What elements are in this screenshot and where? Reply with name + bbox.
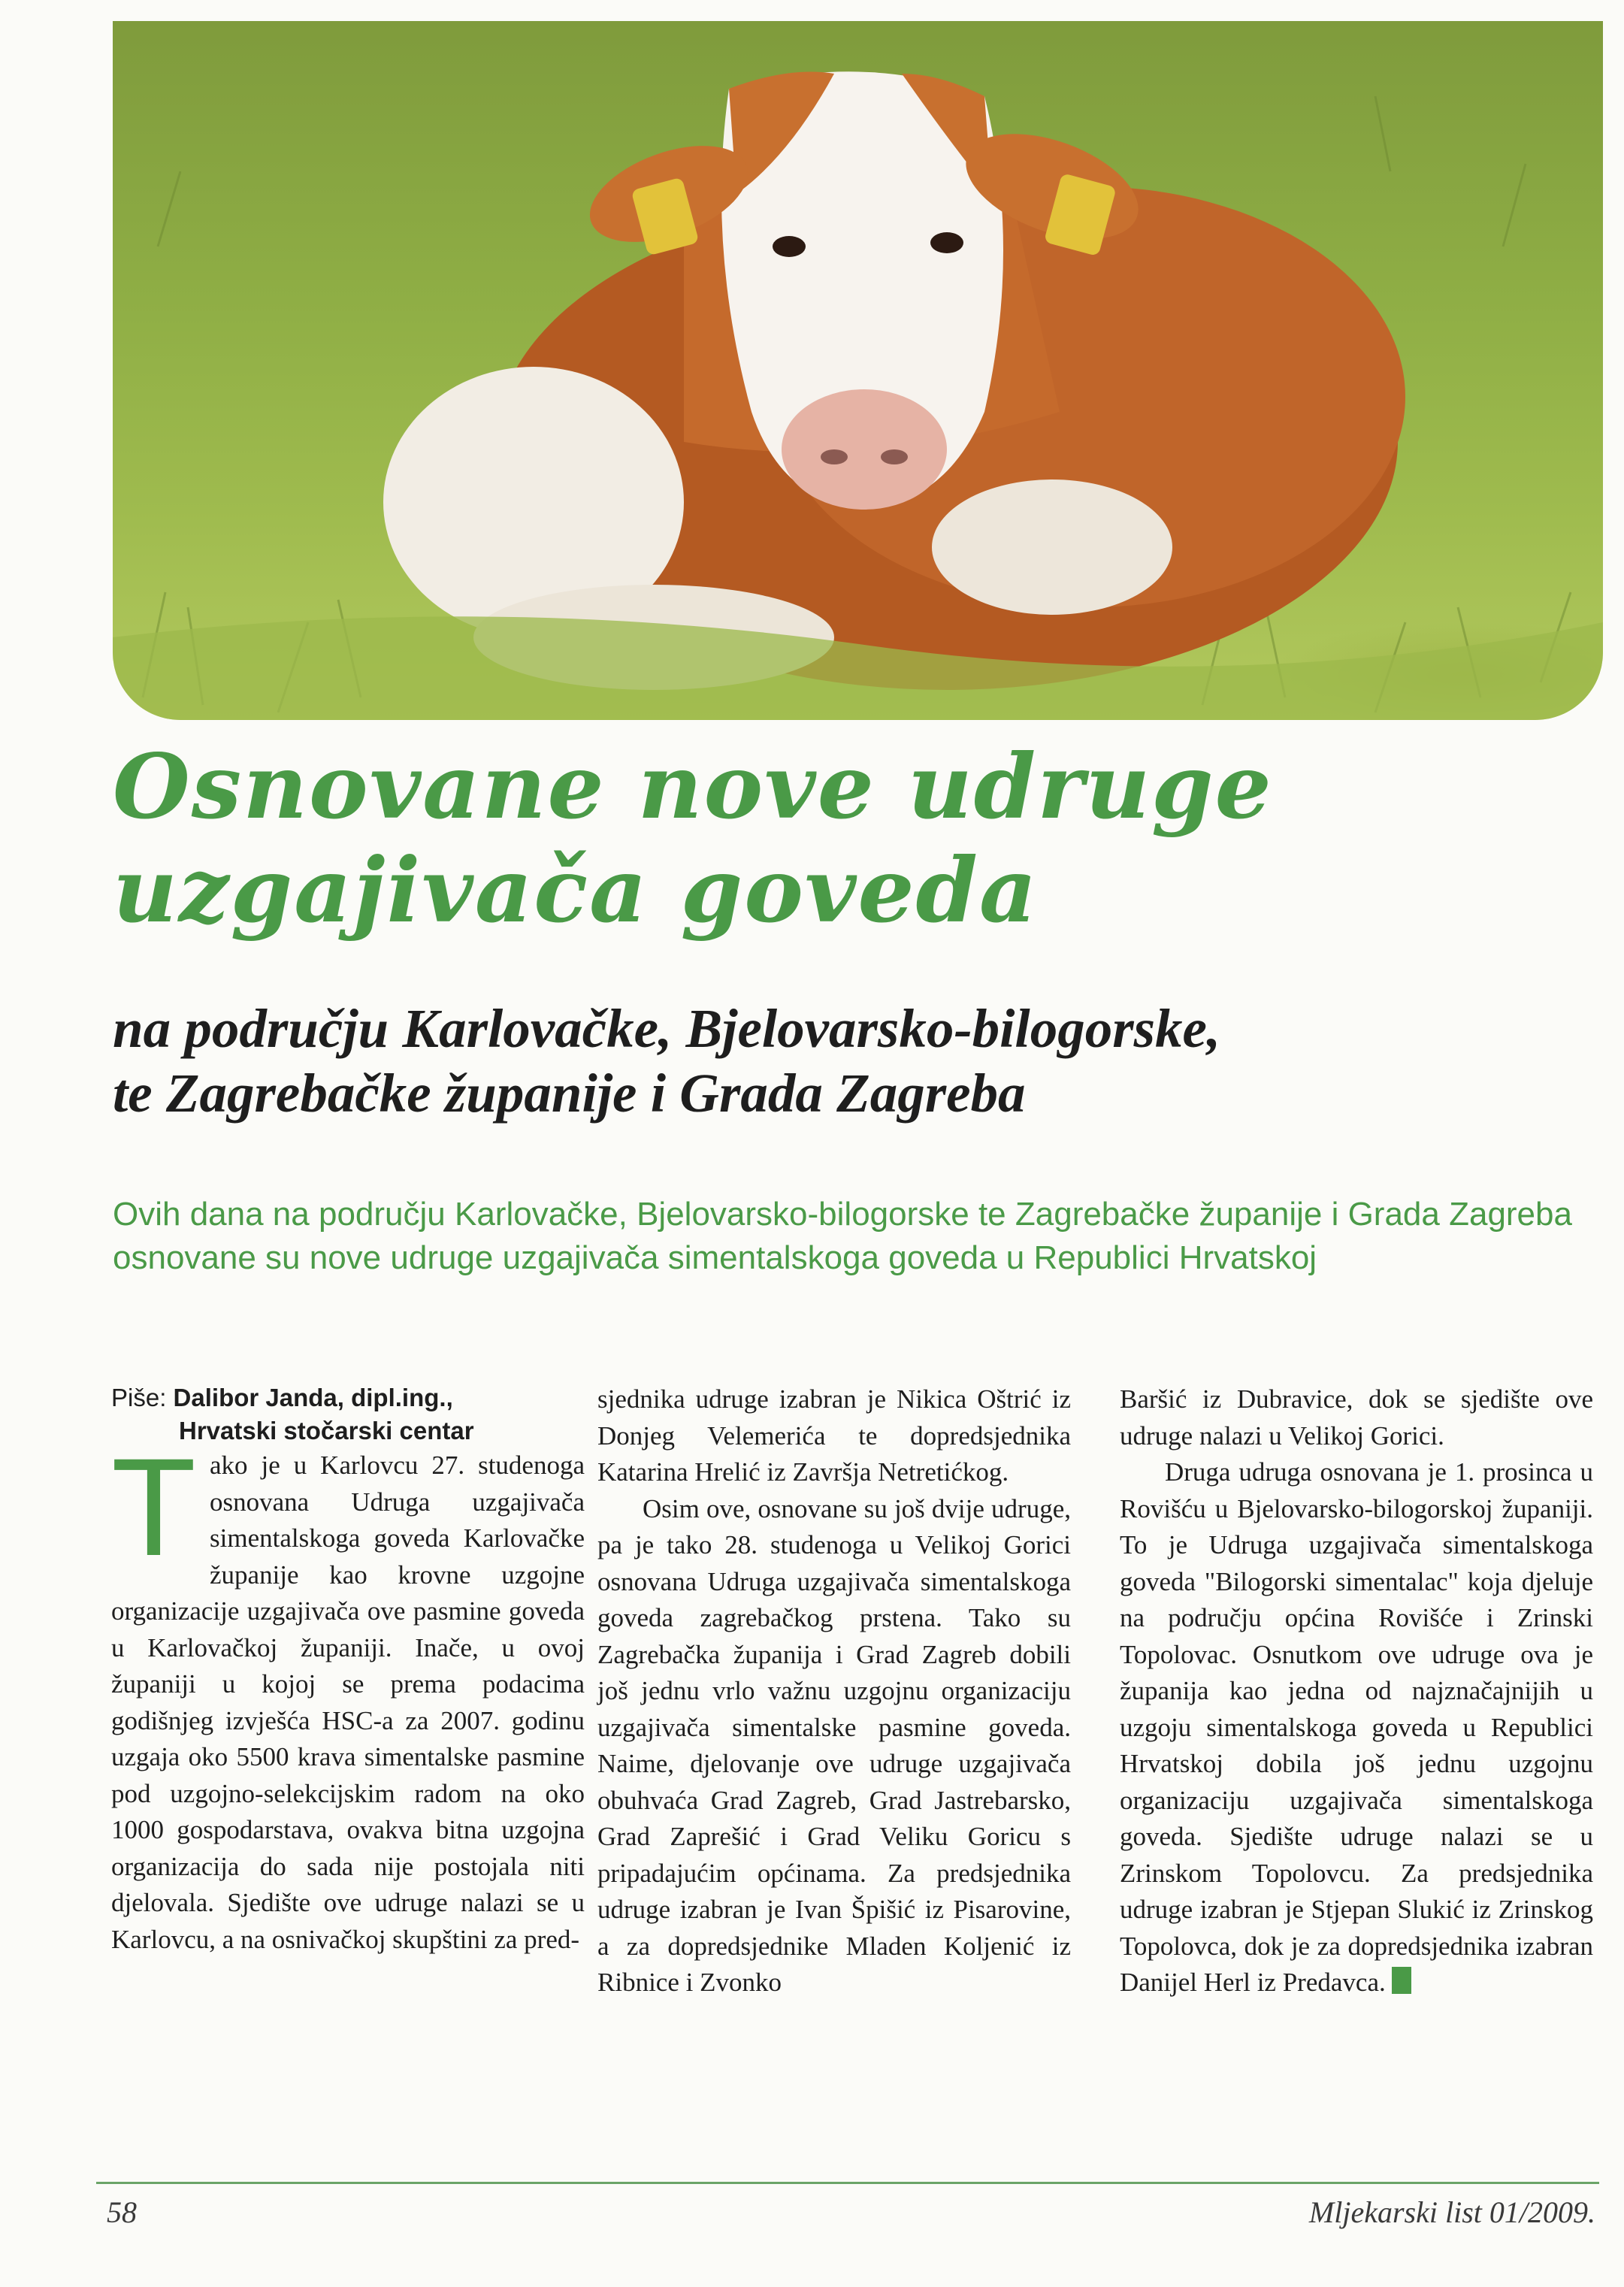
paragraph-1-continued: sjednika udruge izabran je Nikica Oštrić iz Donjeg Velemerića te dopredsjednika Katarina Hrelić iz Završja Netretićkog.	[597, 1384, 1071, 1487]
paragraph-2: Osim ove, osnovane su još dvije udruge, pa je tako 28. studenoga u Velikoj Gorici osnovana Udruga uzgajivača simentalskoga goveda zagrebačkog prstena. Tako su Zagrebačka županija i Grad Zagreb dobili još jednu vrlo važnu uzgojnu organizaciju uzgajivača simentalske pasmine goveda. Naime, djelovanje ove udruge uzgajivača obuhvaća Grad Zagreb, Grad Jastrebarsko, Grad Zaprešić i Grad Veliku Goricu s pripadajućim općinama. Za predsjednika udruge izabran je Ivan Špišić iz Pisarovine, a za dopredsjednike Mladen Koljenić iz Ribnice i Zvonko	[597, 1493, 1071, 1997]
article-title	[113, 735, 1601, 942]
end-of-article-mark	[1392, 1967, 1411, 1994]
journal-issue: Mljekarski list 01/2009.	[1308, 2195, 1595, 2229]
byline-author: Dalibor Janda, dipl.ing.,	[173, 1384, 453, 1411]
drop-cap: T	[111, 1430, 197, 1585]
paragraph-3	[1120, 1454, 1593, 2001]
article-column-1	[111, 1381, 585, 1958]
subtitle-line-1: na području Karlovačke, Bjelovarsko-bilogorske,	[113, 998, 1221, 1059]
byline	[111, 1381, 585, 1448]
byline-organization: Hrvatski stočarski centar	[179, 1417, 474, 1445]
paragraph-3-text: Druga udruga osnovana je 1. prosinca u Rovišću u Bjelovarsko-bilogorskoj županiji. To je Udruga uzgajivača simentalskoga goveda "Bilogorski simentalac" koja djeluje na području općina Rovišće i Zrinski Topolovac. Osnutkom ove udruge ova je županija kao jedna od najznačajnijih u uzgoju simentalskoga goveda u Republici Hrvatskoj dobila još jednu uzgojnu organizaciju uzgajivača simentalskoga goveda. Sjedište udruge nalazi se u Zrinskom Topolovcu. Za predsjednika udruge izabran je Stjepan Slukić iz Zrinskog Topolovca, dok je za dopredsjednika izabran Danijel Herl iz Predavca.	[1120, 1457, 1593, 1997]
title-line-2: uzgajivača goveda	[113, 838, 1039, 942]
paragraph-1-text: ako je u Karlovcu 27. studenoga osnovana Udruga uzgajivača simentalskoga goveda Karlovačke županije kao krovne uzgojne organizacije uzgajivača ove pasmine goveda u Karlovačkoj županiji. Inače, u ovoj županiji u kojoj se prema podacima godišnjeg izvješća HSC-a za 2007. godinu uzgaja oko 5500 krava simentalske pasmine pod uzgojno-selekcijskim radom na oko 1000 gospodarstava, ovakva bitna uzgojna organizacija do sada nije postojala niti djelovala. Sjedište ove udruge nalazi se u Karlovcu, a na osnivačkoj skupštini za pred-	[111, 1451, 585, 1954]
subtitle-line-2: te Zagrebačke županije i Grada Zagreba	[113, 1063, 1026, 1124]
article-lead: Ovih dana na području Karlovačke, Bjelovarsko-bilogorske te Zagrebačke županije i Grada Zagreba osnovane su nove udruge uzgajivača simentalskoga goveda u Republici Hrvatskoj	[113, 1196, 1572, 1276]
footer-rule	[96, 2182, 1599, 2184]
paragraph-2-continued: Baršić iz Dubravice, dok se sjedište ove udruge nalazi u Velikoj Gorici.	[1120, 1384, 1593, 1451]
page-number: 58	[107, 2195, 137, 2229]
byline-label: Piše:	[111, 1384, 167, 1411]
article-column-3	[1120, 1381, 1593, 2001]
article-subtitle	[113, 997, 1608, 1126]
hero-photo-calf	[113, 21, 1603, 720]
article-column-2	[597, 1381, 1071, 2001]
title-line-1: Osnovane nove udruge	[113, 734, 1273, 839]
calf-illustration	[113, 21, 1603, 720]
